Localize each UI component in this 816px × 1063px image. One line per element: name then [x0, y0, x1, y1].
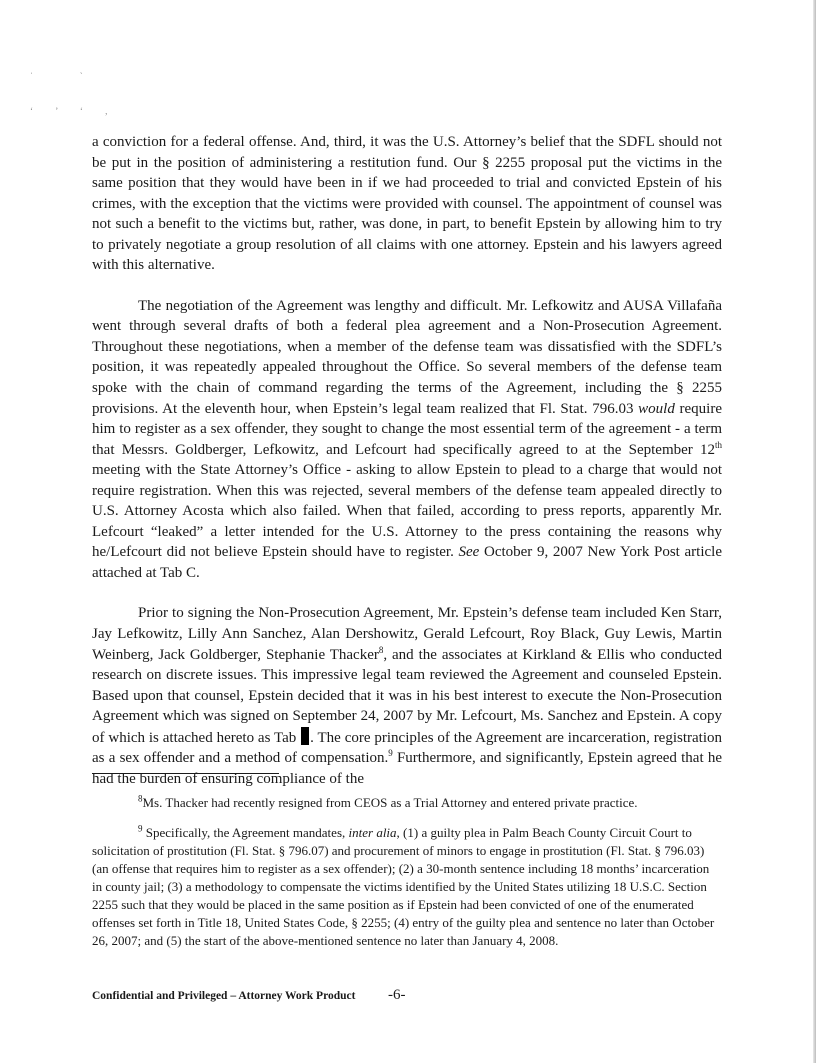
- paragraph-text: , and the associates at Kirkland & Ellis who conducted research on discrete issues. This impressive legal team reviewed the Agreement and counseled Epstein. Based upon that counsel, Epstein decided that it was in his best interest to execute the Non-Prosecution Agreement which was signed on September 24, 2007 by Mr. Lefcourt, Ms. Sanchez and Epstein. A copy of which is attached hereto as Tab: [92, 646, 722, 746]
- page-number: -6-: [388, 987, 406, 1003]
- footnote-ref-9: 9: [388, 748, 393, 759]
- footnote-text: Ms. Thacker had recently resigned from CEOS as a Trial Attorney and entered private practice.: [142, 795, 638, 810]
- paragraph-text: The negotiation of the Agreement was lengthy and difficult. Mr. Lefkowitz and AUSA Villafaña went through several drafts of both a federal plea agreement and a Non-Prosecution Agreement. Throughout these negotiations, when a member of the defense team was dissatisfied with the SDFL’s position, it was repeatedly appealed throughout the Office. So several members of the defense team spoke with the chain of command regarding the terms of the Agreement, including the § 2255 provisions. At the eleventh hour, when Epstein’s legal team realized that Fl. Stat. 796.03: [92, 297, 722, 417]
- emphasis-see: See: [458, 544, 480, 561]
- paragraph-text: October 9, 2007 New York Post article attached at Tab C.: [92, 544, 722, 581]
- footnote-text: Specifically, the Agreement mandates,: [142, 825, 349, 840]
- scan-marks: [30, 34, 117, 146]
- paragraph-2: [92, 296, 722, 584]
- footnote-divider: [92, 773, 279, 774]
- footnote-ref-8: 8: [378, 644, 384, 655]
- scan-mark-line: ˌ ˎ: [30, 64, 93, 74]
- footnote-9: [92, 824, 720, 950]
- footnote-text: , (1) a guilty plea in Palm Beach County Circuit Court to solicitation of prostitution (Fl. Stat. § 796.07) and procurement of minors to engage in prostitution (Fl. Stat. § 796.03) (an offense that requires him to register as a sex offender); (2) a 30-month sentence including 18 months’ incarceration in county jail; (3) a methodology to compensate the victims identified by the United States utilizing 18 U.S.C. Section 2255 such that they would be placed in the same position as if Epstein had been convicted of one of the enumerated offenses set forth in Title 18, United States Code, § 2255; (4) entry of the guilty plea and sentence no later than October 26, 2007; and (5) the start of the above-mentioned sentence no later than January 4, 2008.: [92, 825, 715, 948]
- paragraph-text: Furthermore, and significantly, Epstein agreed that he had the burden of ensuring compliance of the: [92, 750, 722, 787]
- redaction-box: [301, 727, 309, 745]
- footnote-number: 8: [138, 793, 143, 804]
- paragraph-1: [92, 132, 722, 276]
- paragraph-text: meeting with the State Attorney’s Office - asking to allow Epstein to plead to a charge that would not require registration. When this was rejected, several members of the defense team appealed directly to U.S. Attorney Acosta which also failed. When that failed, according to press reports, apparently Mr. Lefcourt “leaked” a letter intended for the U.S. Attorney to the press containing the reasons why he/Lefcourt did not believe Epstein should have to register.: [92, 462, 722, 561]
- body-text: [92, 132, 722, 809]
- footnote-8: [92, 794, 720, 812]
- scan-mark-line: ‘ ’ ʻ ,: [30, 106, 118, 116]
- emphasis-would: would: [638, 400, 675, 417]
- paragraph-text: a conviction for a federal offense. And, third, it was the U.S. Attorney’s belief that the SDFL should not be put in the position of administering a restitution fund. Our § 2255 proposal put the victims in the same position that they would have been in if we had proceeded to trial and convicted Epstein of his crimes, with the exception that the victims were provided with counsel. The appointment of counsel was not such a benefit to the victims but, rather, was done, in part, to benefit Epstein by allowing him to try to privately negotiate a group resolution of all claims with one attorney. Epstein and his lawyers agreed with this alternative.: [92, 134, 722, 274]
- footnotes: [92, 794, 720, 962]
- paragraph-3: [92, 603, 722, 789]
- paragraph-text: . The core principles of the Agreement are incarceration, registration as a sex offender and a method of compensation.: [92, 729, 723, 767]
- paragraph-text: Prior to signing the Non-Prosecution Agreement, Mr. Epstein’s defense team included Ken Starr, Jay Lefkowitz, Lilly Ann Sanchez, Alan Dershowitz, Gerald Lefcourt, Roy Black, Guy Lewis, Martin Weinberg, Jack Goldberger, Stephanie Thacker: [92, 605, 722, 663]
- footnote-number: 9: [138, 823, 143, 834]
- emphasis-inter-alia: inter alia: [348, 825, 397, 840]
- confidentiality-footer: Confidential and Privileged – Attorney Work Product: [92, 990, 356, 1002]
- ordinal-superscript: th: [714, 439, 722, 450]
- paragraph-text: require him to register as a sex offender, they sought to change the most essential term of the agreement - a term that Messrs. Goldberger, Lefkowitz, and Lefcourt had specifically agreed to at the September 12: [92, 400, 722, 458]
